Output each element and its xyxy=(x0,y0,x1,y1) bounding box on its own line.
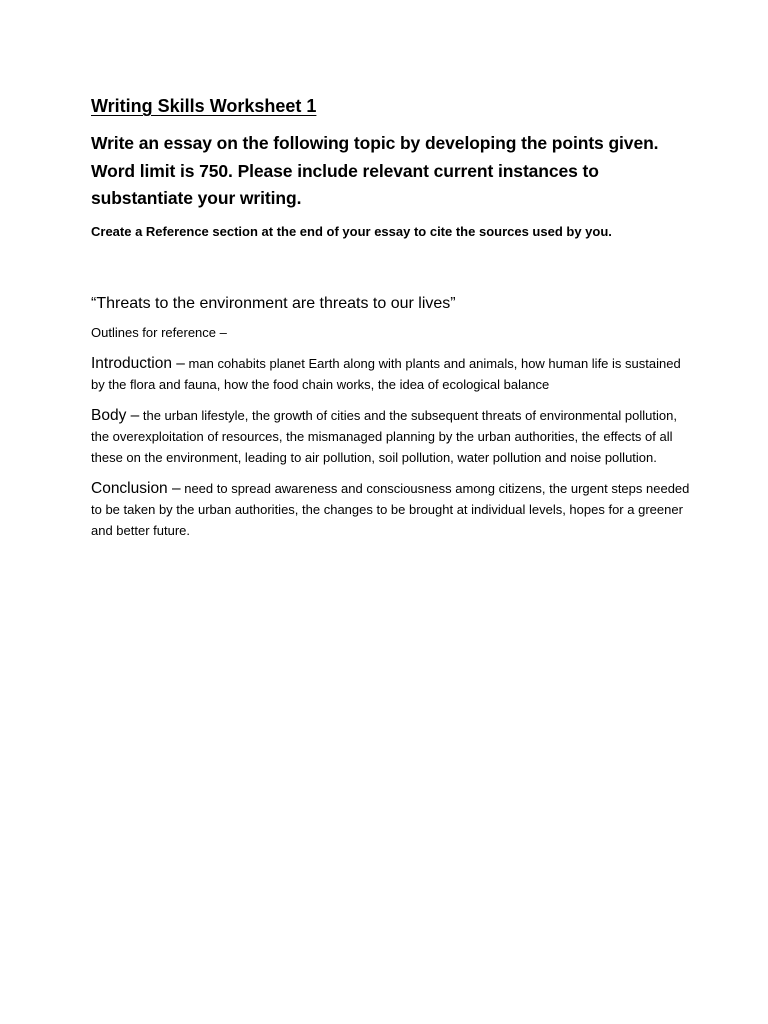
worksheet-title: Writing Skills Worksheet 1 xyxy=(91,96,317,116)
outline-conclusion xyxy=(91,478,691,541)
section-heading-body: Body – xyxy=(91,406,140,424)
section-text-conclusion: need to spread awareness and consciousness among citizens, the urgent steps needed to be taken by the urban authorities, the changes to be brought at individual levels, hopes for a greener and better future. xyxy=(91,480,690,538)
essay-instructions: Write an essay on the following topic by developing the points given. Word limit is 750. Please include relevant current instances to substantiate your writing. xyxy=(91,133,659,208)
section-text-introduction: man cohabits planet Earth along with plants and animals, how human life is sustained by the flora and fauna, how the food chain works, the idea of ecological balance xyxy=(91,355,681,392)
outline-body xyxy=(91,405,691,468)
section-heading-introduction: Introduction – xyxy=(91,354,185,372)
essay-topic: “Threats to the environment are threats to our lives” xyxy=(91,294,456,312)
outline-introduction xyxy=(91,353,691,395)
outline-intro: Outlines for reference – xyxy=(91,324,227,340)
worksheet-page xyxy=(91,94,691,541)
section-heading-conclusion: Conclusion – xyxy=(91,479,181,497)
reference-note: Create a Reference section at the end of your essay to cite the sources used by you. xyxy=(91,223,612,239)
section-text-body: the urban lifestyle, the growth of cities and the subsequent threats of environmental pollution, the overexploitation of resources, the mismanaged planning by the urban authorities, the effects of all these on the environment, leading to air pollution, soil pollution, water pollution and noise pollution. xyxy=(91,407,677,465)
